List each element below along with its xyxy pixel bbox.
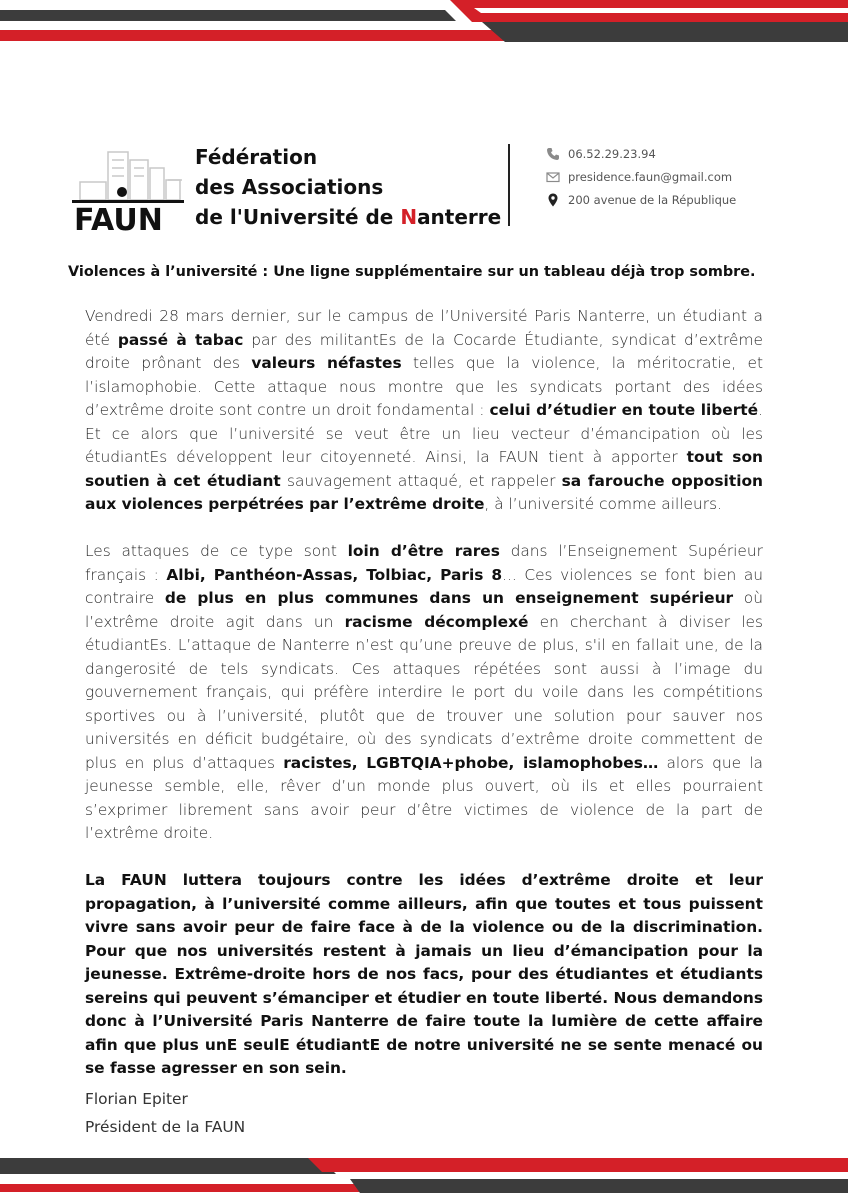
contact-phone xyxy=(546,142,736,165)
email-address: presidence.faun@gmail.com xyxy=(568,169,733,184)
letterhead xyxy=(70,136,790,232)
bottom-decorative-band xyxy=(0,1152,848,1200)
phone-number: 06.52.29.23.94 xyxy=(568,146,656,161)
body-text-run: telles que la violence, la méritocratie, et l’islamophobie. Cette attaque nous montre que les syndicats portant des idées d’extrême droite sont contre un droit fondamental : xyxy=(85,354,764,419)
body-text-run: sauvagement attaqué, et rappeler xyxy=(280,471,562,490)
paragraph-2 xyxy=(85,540,763,846)
document-body xyxy=(85,305,763,1104)
contact-address xyxy=(546,188,736,211)
body-text-run: Les attaques de ce type sont xyxy=(85,542,348,560)
emphasized-text: loin d’être rares xyxy=(347,542,500,560)
body-text-run: dans l’Enseignement Supérieur français : xyxy=(85,542,763,584)
logo-text: FAUN xyxy=(74,203,163,234)
mail-icon xyxy=(546,170,560,184)
org-name-line-2: des Associations xyxy=(195,175,384,199)
org-name-line-3: de l'Université de Nanterre xyxy=(195,205,502,229)
location-pin-icon xyxy=(546,193,560,207)
closing-statement: La FAUN luttera toujours contre les idées d’extrême droite et leur propagation, à l’université comme ailleurs, afin que toutes et tous puissent vivre sans avoir peur de faire face à de la violence ou de la discrimination. Pour que nos universités restent à jamais un lieu d’émancipation pour la jeunesse. Extrême-droite hors de nos facs, pour des étudiantes et étudiants sereins qui peuvent s’émanciper et étudier en toute liberté. Nous demandons donc à l’Université Paris Nanterre de faire toute la lumière de cette affaire afin que plus unE seulE étudiantE de notre université ne se sente menacé ou se fasse agresser en son sein. xyxy=(85,871,763,1077)
contact-block xyxy=(546,142,736,211)
body-text-run: où l’extrême droite agit dans un xyxy=(85,589,763,631)
body-text-run: en cherchant à diviser les étudiantEs. L’attaque de Nanterre n’est qu’une preuve de plus, s'il en fallait une, de la dangerosité de tels syndicats. Ces attaques répétées sont aussi à l’image du gouvernement français, qui préfère interdire le port du voile dans les compétitions sportives ou à l’université, plutôt que de trouver une solution pour sauver nos universités en déficit budgétaire, où des syndicats d’extrême droite commettent de plus en plus d’attaques xyxy=(85,612,764,772)
top-decorative-band xyxy=(0,0,848,48)
emphasized-text: valeurs néfastes xyxy=(251,354,402,372)
signature-block xyxy=(85,1085,245,1141)
emphasized-text: racistes, LGBTQIA+phobe, islamophobes… xyxy=(283,753,659,772)
postal-address: 200 avenue de la République xyxy=(568,192,737,207)
body-text-run: ... Ces violences se font bien au contraire xyxy=(85,565,764,607)
emphasized-text: de plus en plus communes dans un enseignement supérieur xyxy=(164,589,734,607)
body-text-run: , à l’université comme ailleurs. xyxy=(484,495,723,513)
organization-name xyxy=(195,142,501,232)
body-text-run: par des militantEs de la Cocarde Étudiante, syndicat d’extrême droite prônant des xyxy=(85,330,763,372)
contact-email xyxy=(546,165,736,188)
highlighted-n: N xyxy=(400,205,418,229)
body-text-run: alors que la jeunesse semble, elle, rêver d’un monde plus ouvert, où ils et elles pourraient s’exprimer librement sans avoir peur d’être victimes de violence de la part de l’extrême droite. xyxy=(85,753,763,842)
paragraph-1 xyxy=(85,305,763,517)
emphasized-text: celui d’étudier en toute liberté xyxy=(489,401,759,419)
emphasized-text: sa farouche opposition aux violences perpétrées par l’extrême droite xyxy=(85,471,764,513)
emphasized-text: Albi, Panthéon-Assas, Tolbiac, Paris 8 xyxy=(166,565,503,584)
emphasized-text: racisme décomplexé xyxy=(344,612,529,631)
emphasized-text: tout son soutien à cet étudiant xyxy=(85,448,763,490)
signatory-role: Président de la FAUN xyxy=(85,1118,246,1136)
emphasized-text: passé à tabac xyxy=(117,330,244,349)
body-text-run: Vendredi 28 mars dernier, sur le campus de l’Université Paris Nanterre, un étudiant a été xyxy=(85,307,763,349)
document-title: Violences à l’université : Une ligne supplémentaire sur un tableau déjà trop sombre. xyxy=(68,264,756,280)
phone-icon xyxy=(546,147,560,161)
faun-logo xyxy=(72,142,184,234)
body-text-run: . Et ce alors que l’université se veut être un lieu vecteur d’émancipation où les étudiantEs développent leur citoyenneté. Ainsi, la FAUN tient à apporter xyxy=(85,401,763,466)
header-divider xyxy=(508,144,510,226)
org-name-line-1: Fédération xyxy=(195,145,318,169)
signatory-name: Florian Epiter xyxy=(85,1090,188,1108)
